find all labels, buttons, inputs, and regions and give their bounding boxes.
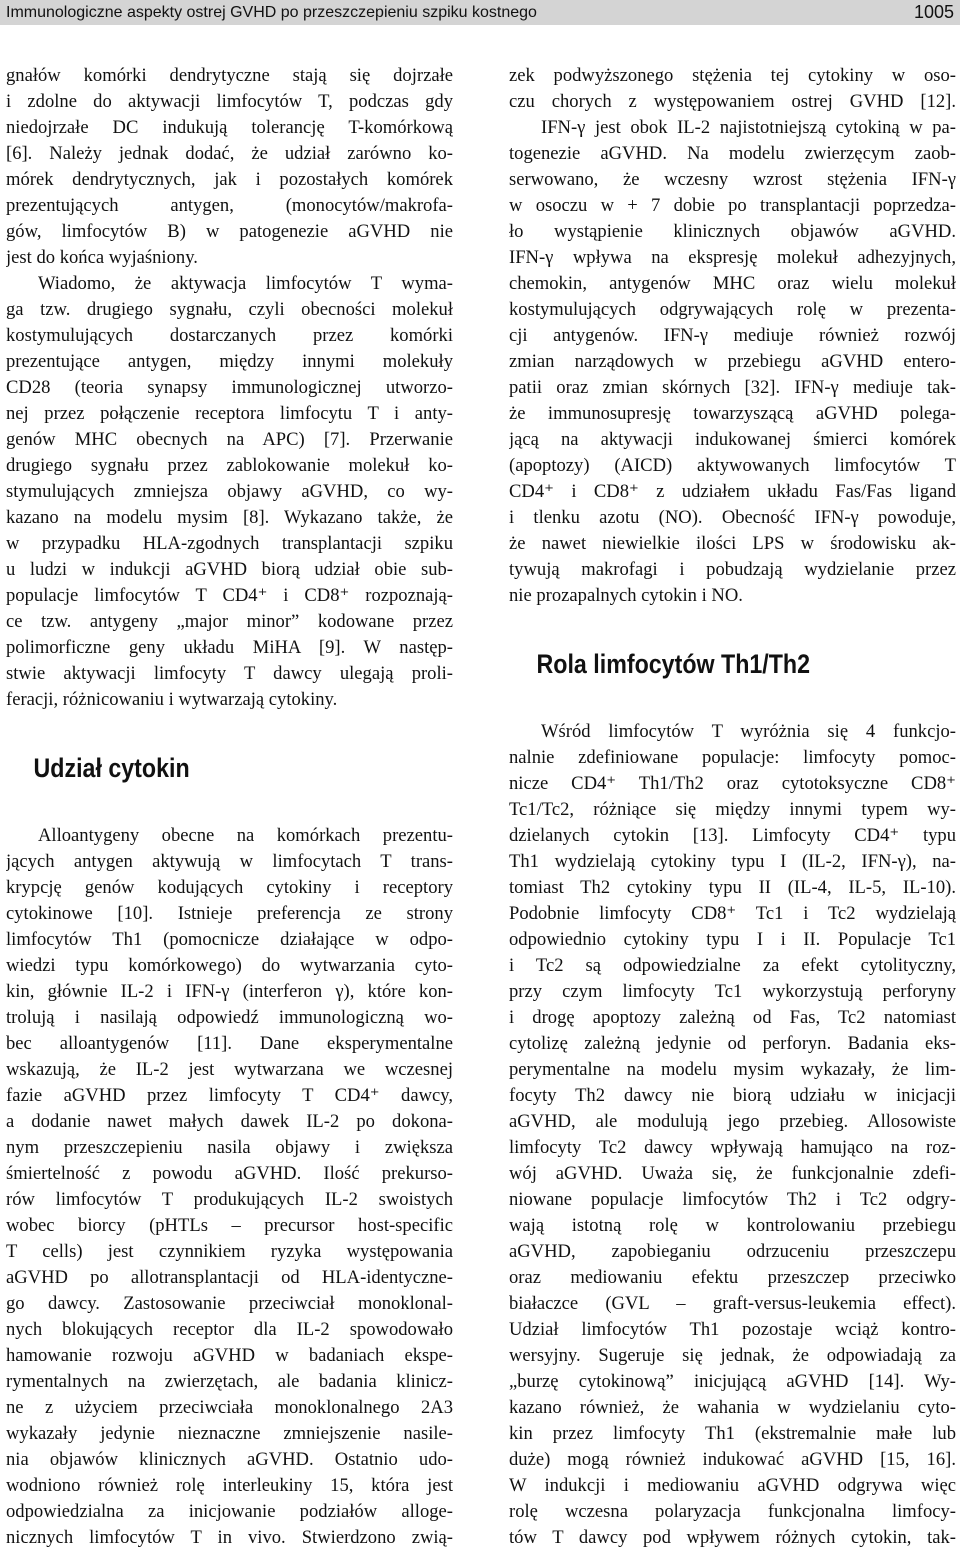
text-line: rymentalnych na zwierzętach, ale badania klinicz- [6, 1371, 453, 1392]
text-line: kostymulujących dostarczanych przez komórki [6, 325, 453, 346]
text-line: oraz mediowaniu efektu przeszczep przeciwko [509, 1267, 956, 1288]
vertical-gap [509, 609, 956, 635]
text-line: wersyjny. Sugeruje się jednak, że odpowiadają za [509, 1345, 956, 1366]
text-line: rów limfocytów T produkujących IL-2 swoistych [6, 1189, 453, 1210]
text-line: mórek dendrytycznych, jak i pozostałych komórek [6, 169, 453, 190]
text-line: tywują makrofagi i pobudzają wydzielanie przez [509, 559, 956, 580]
text-line: kin przez limfocyty Th1 (ekstremalnie małe lub [509, 1423, 956, 1444]
running-header [0, 0, 960, 25]
text-line: ło wystąpienie klinicznych objawów aGVHD. [509, 221, 956, 242]
text-line: w przypadku HLA-zgodnych transplantacji szpiku [6, 533, 453, 554]
text-line: [6]. Należy jednak dodać, że udział zarówno ko- [6, 143, 453, 164]
text-line: fazie aGVHD przez limfocyty T CD4⁺ dawcy, [6, 1085, 453, 1106]
text-line: kazano również, że wahania w wydzielaniu cyto- [509, 1397, 956, 1418]
text-line: niedojrzałe DC indukują tolerancję T-komórkową [6, 117, 453, 138]
text-line: że nawet niewielkie ilości LPS w środowisku ak- [509, 533, 956, 554]
text-line: feracji, różnicowaniu i wytwarzają cytokiny. [6, 689, 338, 710]
text-line: stwie aktywacji limfocyty T dawcy ulegają proli- [6, 663, 453, 684]
text-line: (apoptozy) (AICD) aktywowanych limfocytów T [509, 455, 956, 476]
text-line: nia objawów klinicznych aGVHD. Ostatnio udo- [6, 1449, 453, 1470]
text-line: i Tc2 są odpowiedzialne za efekt cytolityczny, [509, 955, 956, 976]
text-line: togenezie aGVHD. Na modelu zwierzęcym zaob- [509, 143, 956, 164]
text-line: CD28 (teoria synapsy immunologicznej utworzo- [6, 377, 453, 398]
right-column [509, 63, 956, 1551]
text-line: Udział limfocytów Th1 pozostaje wciąż kontro- [509, 1319, 956, 1340]
text-line: czu chorych z występowaniem ostrej GVHD [12]. [509, 91, 956, 112]
text-line: białaczce (GVL – graft-versus-leukemia effect). [509, 1293, 956, 1314]
text-line: zmian narządowych w przebiegu aGVHD entero- [509, 351, 956, 372]
text-line: ne z użyciem przeciwciała monoklonalnego 2A3 [6, 1397, 453, 1418]
text-line: cytokinowe [10]. Istnieje preferencja ze strony [6, 903, 453, 924]
text-line: stymulujących zmniejsza objawy aGVHD, co wy- [6, 481, 453, 502]
text-line: rolę wczesna polaryzacja funkcjonalna limfocy- [509, 1501, 956, 1522]
vertical-gap [6, 713, 453, 739]
text-line: populacje limfocytów T CD4⁺ i CD8⁺ rozpoznają- [6, 585, 453, 606]
text-line: i zdolne do aktywacji limfocytów T, podczas gdy [6, 91, 453, 112]
text-line: śmiertelność z powodu aGVHD. Ilość prekurso- [6, 1163, 453, 1184]
text-line: wodniono również rolę interleukiny 15, która jest [6, 1475, 453, 1496]
text-line: Alloantygeny obecne na komórkach prezentu- [38, 825, 453, 846]
page-number: 1005 [913, 2, 954, 22]
text-line: nalnie zdefiniowane populacje: limfocyty pomoc- [509, 747, 956, 768]
section-heading: Rola limfocytów Th1/Th2 [536, 649, 811, 679]
text-line: „burzę cytokinową” inicjującą aGVHD [14]. Wy- [509, 1371, 956, 1392]
text-line: gnałów komórki dendrytyczne stają się dojrzałe [6, 65, 453, 86]
text-line: u ludzi w indukcji aGVHD biorą udział obie sub- [6, 559, 453, 580]
text-line: CD4⁺ i CD8⁺ z udziałem układu Fas/Fas ligand [509, 481, 956, 502]
text-line: nym przeszczepieniu nasila objawy i zwiększa [6, 1137, 453, 1158]
text-line: nych blokujących receptor dla IL-2 spowodowało [6, 1319, 453, 1340]
section-heading: Udział cytokin [33, 753, 190, 783]
text-line: chemokin, antygenów MHC oraz wielu molekuł [509, 273, 956, 294]
text-line: aGVHD po allotransplantacji od HLA-identyczne- [6, 1267, 453, 1288]
text-line: genów MHC obecnych na APC) [7]. Przerwanie [6, 429, 453, 450]
text-line: odpowiednio cytokiny typu I i II. Populacje Tc1 [509, 929, 956, 950]
text-line: Th1 wydzielają cytokiny typu I (IL-2, IFN-γ), na- [509, 851, 956, 872]
text-line: kazano na modelu mysim [8]. Wykazano także, że [6, 507, 453, 528]
text-line: i drogę apoptozy zależną od Fas, Tc2 natomiast [509, 1007, 956, 1028]
text-line: IFN-γ jest obok IL-2 najistotniejszą cytokiną w pa- [541, 117, 956, 138]
text-line: dzielanych cytokin [13]. Limfocyty CD4⁺ typu [509, 825, 956, 846]
text-line: limfocytów Th1 (pomocnicze działające w odpo- [6, 929, 453, 950]
text-line: ce tzw. antygeny „major minor” kodowane przez [6, 611, 453, 632]
text-line: W indukcji i mediowaniu aGVHD odgrywa więc [509, 1475, 956, 1496]
text-line: cji antygenów. IFN-γ mediuje również rozwój [509, 325, 956, 346]
text-line: Podobnie limfocyty CD8⁺ Tc1 i Tc2 wydzielają [509, 903, 956, 924]
text-line: focyty Th2 dawcy nie biorą udziału w inicjacji [509, 1085, 956, 1106]
text-line: Tc1/Tc2, różniące się między innymi typem wy- [509, 799, 956, 820]
text-line: wykazały jedynie nieznaczne zmniejszenie nasile- [6, 1423, 453, 1444]
journal-title: Immunologiczne aspekty ostrej GVHD po przeszczepieniu szpiku kostnego [6, 4, 537, 21]
text-line: IFN-γ wpływa na ekspresję molekuł adhezyjnych, [509, 247, 956, 268]
text-line: zek podwyższonego stężenia tej cytokiny w oso- [509, 65, 956, 86]
text-line: cytolizę zależną jedynie od perforyn. Badania eks- [509, 1033, 956, 1054]
text-line: patii oraz zmian skórnych [32]. IFN-γ mediuje tak- [509, 377, 956, 398]
text-line: odpowiedzialna za inicjowanie podziałów alloge- [6, 1501, 453, 1522]
text-line: kostymulujących odgrywających rolę w prezenta- [509, 299, 956, 320]
text-line: nie prozapalnych cytokin i NO. [509, 585, 743, 606]
text-line: wają istotną rolę w kontrolowaniu przebiegu [509, 1215, 956, 1236]
text-line: Wśród limfocytów T wyróżnia się 4 funkcjo- [541, 721, 956, 742]
text-line: ga tzw. drugiego sygnału, czyli obecności molekuł [6, 299, 453, 320]
vertical-gap [509, 693, 956, 719]
text-line: hamowanie rozwoju aGVHD w badaniach ekspe- [6, 1345, 453, 1366]
text-line: drugiego sygnału przez zablokowanie molekuł ko- [6, 455, 453, 476]
text-line: krypcję genów kodujących cytokiny i receptory [6, 877, 453, 898]
text-line: aGVHD, ale modulują jego przebieg. Allosowiste [509, 1111, 956, 1132]
text-line: trolują i nasilają odpowiedź immunologiczną wo- [6, 1007, 453, 1028]
text-line: wiedzi typu komórkowego) do wytwarzania cyto- [6, 955, 453, 976]
text-line: nicznych limfocytów T in vivo. Stwierdzono zwią- [6, 1527, 453, 1548]
text-line: wskazują, że IL-2 jest wytwarzana we wczesnej [6, 1059, 453, 1080]
text-line: prezentujących antygen, (monocytów/makrofa- [6, 195, 453, 216]
text-line: a dodanie nawet małych dawek IL-2 po dokona- [6, 1111, 453, 1132]
text-line: gów, limfocytów B) w patogenezie aGVHD nie [6, 221, 453, 242]
text-line: jącą na aktywacji indukowanej śmierci komórek [509, 429, 956, 450]
text-line: wój aGVHD. Uważa się, że funkcjonalnie zdefi- [509, 1163, 956, 1184]
text-line: serwowano, że wczesny wzrost stężenia IFN-γ [509, 169, 956, 190]
text-line: że immunosupresję towarzyszącą aGVHD polega- [509, 403, 956, 424]
text-line: tomiast Th2 cytokiny typu II (IL-4, IL-5, IL-10). [509, 877, 956, 898]
text-line: i tlenku azotu (NO). Obecność IFN-γ powoduje, [509, 507, 956, 528]
text-line: kin, głównie IL-2 i IFN-γ (interferon γ), które kon- [6, 981, 453, 1002]
text-line: przy czym limfocyty Tc1 wykorzystują perforyny [509, 981, 956, 1002]
text-line: perymentalne na modelu mysim wykazały, że lim- [509, 1059, 956, 1080]
left-column [6, 63, 453, 1551]
text-line: duże) mogą również indukować aGVHD [15, 16]. [509, 1449, 956, 1470]
text-line: tów T dawcy pod wpływem różnych cytokin, tak- [509, 1527, 956, 1548]
text-line: aGVHD, zapobieganiu odrzuceniu przeszczepu [509, 1241, 956, 1262]
text-line: limfocyty Tc2 dawcy wpływają hamująco na roz- [509, 1137, 956, 1158]
text-line: Wiadomo, że aktywacja limfocytów T wyma- [38, 273, 453, 294]
text-line: nicze CD4⁺ Th1/Th2 oraz cytotoksyczne CD8⁺ [509, 773, 956, 794]
text-line: jących antygen aktywują w limfocytach T trans- [6, 851, 453, 872]
text-line: T cells) jest czynnikiem ryzyka występowania [6, 1241, 453, 1262]
text-line: polimorficzne geny układu MiHA [9]. W następ- [6, 637, 453, 658]
text-line: bec alloantygenów [11]. Dane eksperymentalne [6, 1033, 453, 1054]
vertical-gap [6, 797, 453, 823]
text-line: prezentujące antygen, między innymi molekuły [6, 351, 453, 372]
text-line: w osoczu w + 7 dobie po transplantacji poprzedza- [509, 195, 956, 216]
text-line: niowane populacje limfocytów Th2 i Tc2 odgry- [509, 1189, 956, 1210]
text-line: wobec biorcy (pHTLs – precursor host-specific [6, 1215, 453, 1236]
text-line: nej przez połączenie receptora limfocytu T i anty- [6, 403, 453, 424]
text-line: go dawcy. Zastosowanie przeciwciał monoklonal- [6, 1293, 453, 1314]
text-line: jest do końca wyjaśniony. [6, 247, 198, 268]
